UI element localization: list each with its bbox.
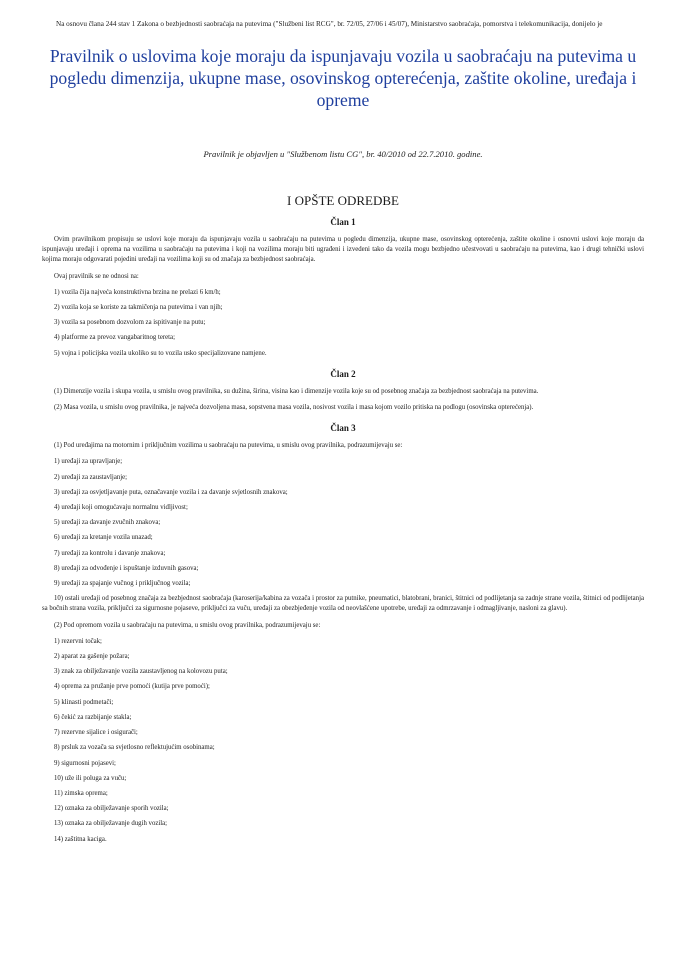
list-item: 4) uređaji koji omogućavaju normalnu vidljivost; bbox=[54, 504, 188, 512]
list-item: 14) zaštitna kaciga. bbox=[54, 835, 107, 843]
article-1-paragraph-1: Ovim pravilnikom propisuju se uslovi koje moraju da ispunjavaju vozila u saobraćaju na putevima u pogledu dimenzija, ukupne mase, osovinskog opterećenja, zaštite okoline i osnovni uslovi koje moraju da ispunjavaju uređaji i oprema na vozilima u saobraćaju na putevima i koji na vozilima moraju biti ugrađeni i izvedeni tako da vozila mogu bezbjedno učestvovati u saobraćaju na putevima, kao i drugi tehnički uslovi kojima moraju odgovarati pojedini uređaji na vozilima koji su od značaja za bezbjednost saobraćaja. bbox=[42, 236, 644, 264]
list-item: 2) vozila koja se koriste za takmičenja na putevima i van njih; bbox=[54, 304, 223, 312]
list-item: 12) oznaka za obilježavanje sporih vozila; bbox=[54, 805, 169, 813]
list-item: 3) uređaji za osvjetljavanje puta, označavanje vozila i za davanje svjetlosnih znakova; bbox=[54, 488, 288, 496]
list-item: 2) aparat za gašenje požara; bbox=[54, 653, 130, 661]
article-1 bbox=[42, 216, 644, 359]
document-page bbox=[42, 0, 644, 850]
list-item: 5) klinasti podmetači; bbox=[54, 698, 114, 706]
document-title: Pravilnik o uslovima koje moraju da ispunjavaju vozila u saobraćaju na putevima u pogledu dimenzija, ukupne mase, osovinskog opterećenja, zaštite okoline, uređaja i opreme bbox=[49, 46, 637, 110]
list-item: 2) uređaji za zaustavljanje; bbox=[54, 473, 128, 481]
article-2 bbox=[42, 368, 644, 413]
list-item: 7) uređaji za kontrolu i davanje znakova; bbox=[54, 549, 166, 557]
list-item: 4) platforme za prevoz vangabaritnog tereta; bbox=[54, 334, 175, 342]
list-item: 1) vozila čija najveća konstruktivna brzina ne prelazi 6 km/h; bbox=[54, 288, 221, 296]
list-item: 3) vozila sa posebnom dozvolom za ispitivanje na putu; bbox=[54, 319, 206, 327]
list-item: 4) oprema za pružanje prve pomoći (kutija prve pomoći); bbox=[54, 683, 210, 691]
article-2-paragraph-2: (2) Masa vozila, u smislu ovog pravilnika, je najveća dozvoljena masa, sopstvena masa vozila, nosivost vozila i masa kojom vozilo pritiska na podlogu (osovinska opterećenja). bbox=[54, 404, 534, 412]
article-3-equipment-list bbox=[42, 637, 644, 845]
list-item: 6) uređaji za kretanje vozila unazad; bbox=[54, 534, 153, 542]
list-item: 5) uređaji za davanje zvučnih znakova; bbox=[54, 519, 161, 527]
list-item: 13) oznaka za obilježavanje dugih vozila; bbox=[54, 820, 168, 828]
list-item: 10) uže ili poluga za vuču; bbox=[54, 774, 127, 782]
article-1-list bbox=[42, 288, 644, 359]
publication-note: Pravilnik je objavljen u "Službenom listu CG", br. 40/2010 od 22.7.2010. godine. bbox=[203, 149, 483, 159]
list-item: 9) sigurnosni pojasevi; bbox=[54, 759, 116, 767]
article-2-title: Član 2 bbox=[330, 368, 356, 379]
article-1-paragraph-2: Ovaj pravilnik se ne odnosi na: bbox=[54, 272, 139, 280]
list-item: 11) zimska oprema; bbox=[54, 789, 108, 797]
article-3-paragraph-1: (1) Pod uređajima na motornim i priključnim vozilima u saobraćaju na putevima, u smislu ovog pravilnika, podrazumijevaju se: bbox=[54, 442, 403, 450]
intro-paragraph: Na osnovu člana 244 stav 1 Zakona o bezbjednosti saobraćaja na putevima ("Službeni list RCG", br. 72/05, 27/06 i 45/07), Ministarstvo saobraćaja, pomorstva i telekomunikacija, donijelo je bbox=[56, 20, 603, 28]
article-2-paragraph-1: (1) Dimenzije vozila i skupa vozila, u smislu ovog pravilnika, su dužina, širina, visina kao i dimenzije vozila koje su od posebnog značaja za bezbjednost saobraćaja na putevima. bbox=[54, 387, 539, 395]
list-item: 8) prsluk za vozača sa svjetlosno reflektujućim osobinama; bbox=[54, 744, 215, 752]
list-item: 3) znak za obilježavanje vozila zaustavljenog na kolovozu puta; bbox=[54, 668, 228, 676]
section-title: I OPŠTE ODREDBE bbox=[287, 193, 399, 208]
list-item: 1) rezervni točak; bbox=[54, 637, 102, 645]
list-item: 5) vojna i policijska vozila ukoliko su to vozila usko specijalizovane namjene. bbox=[54, 349, 267, 357]
list-item: 1) uređaji za upravljanje; bbox=[54, 458, 123, 466]
list-item: 6) čekić za razbijanje stakla; bbox=[54, 713, 132, 721]
list-item: 8) uređaji za odvođenje i ispuštanje izduvnih gasova; bbox=[54, 564, 199, 572]
list-item: 7) rezervne sijalice i osigurači; bbox=[54, 729, 138, 737]
article-3-device-list bbox=[42, 457, 644, 589]
article-3-item-10: 10) ostali uređaji od posebnog značaja za bezbjednost saobraćaja (karoserija/kabina za vozača i prostor za putnike, pneumatici, blatobrani, branici, štitnici od podlijetanja sa zadnje strane vozila, štitnici od podlijetanja sa bočnih strana vozila, priključci za sigurnosne pojaseve, priključci za vuču, uređaji za obezbjeđenje vozila od neovlašćene upotrebe, uređaji za odmrzavanje i odmagljivanje, nasloni za glavu). bbox=[42, 595, 644, 613]
list-item: 9) uređaji za spajanje vučnog i priključnog vozila; bbox=[54, 580, 191, 588]
article-1-title: Član 1 bbox=[330, 217, 356, 227]
article-3-paragraph-2: (2) Pod opremom vozila u saobraćaju na putevima, u smislu ovog pravilnika, podrazumijevaju se: bbox=[54, 621, 321, 629]
article-3-title: Član 3 bbox=[330, 423, 356, 434]
article-3 bbox=[42, 422, 644, 844]
